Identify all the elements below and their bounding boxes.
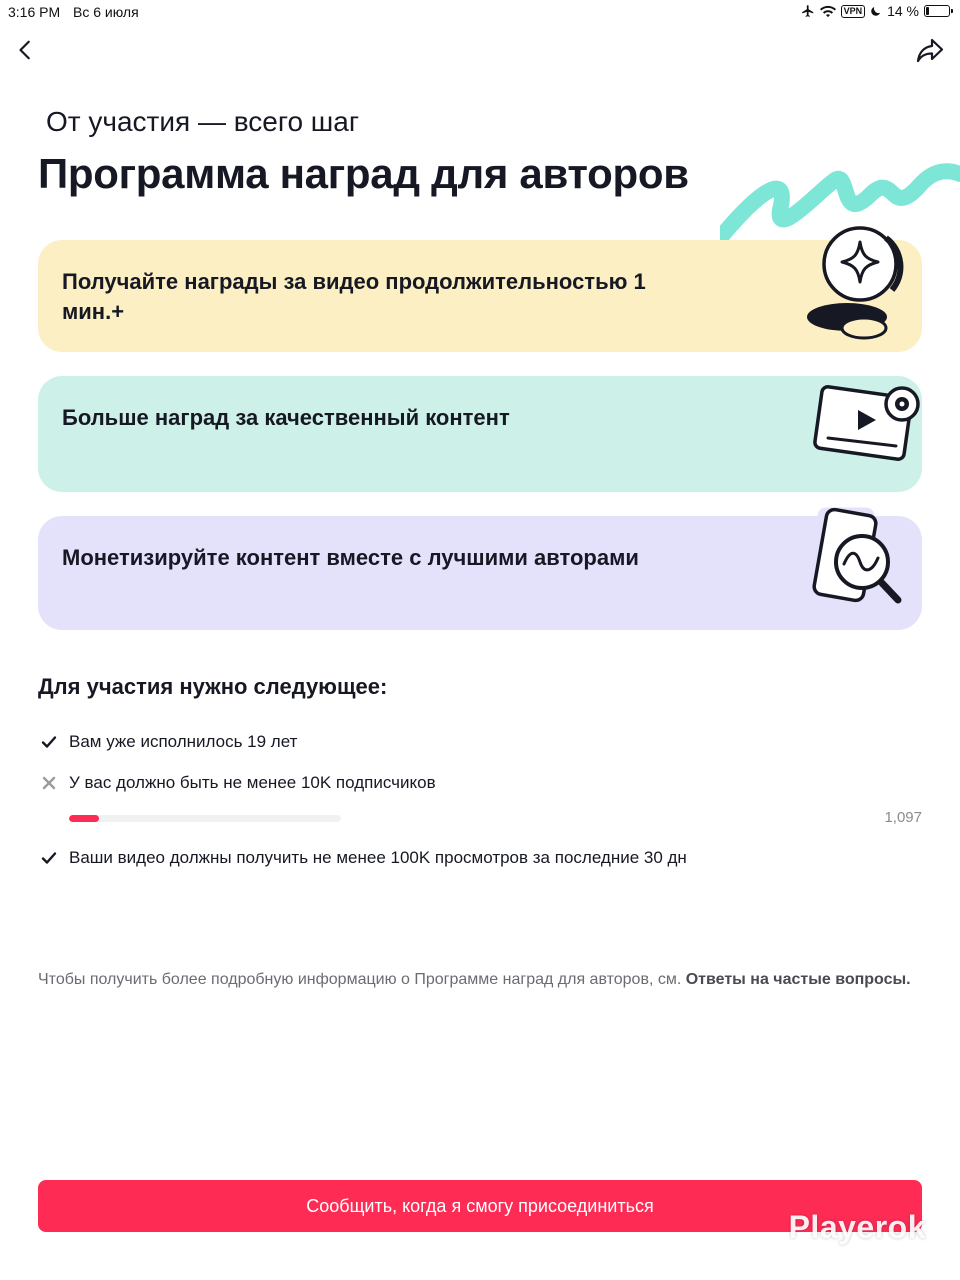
battery-icon xyxy=(924,5,950,17)
back-button[interactable] xyxy=(10,34,42,66)
requirements-title: Для участия нужно следующее: xyxy=(38,674,388,699)
status-time: 3:16 PM xyxy=(8,4,61,20)
benefit-card-text: Получайте награды за видео продолжительностью 1 мин.+ xyxy=(62,269,646,324)
benefit-card-text: Монетизируйте контент вместе с лучшими авторами xyxy=(62,545,639,570)
requirement-item xyxy=(38,847,687,869)
requirement-item xyxy=(38,772,436,794)
phone-magnifier-icon xyxy=(806,500,916,610)
moon-icon xyxy=(870,5,882,17)
benefit-card-text: Больше наград за качественный контент xyxy=(62,405,510,430)
benefit-card-monetize xyxy=(38,516,922,630)
check-icon xyxy=(38,847,60,869)
check-icon xyxy=(38,731,60,753)
watermark: Playerok xyxy=(788,1209,926,1245)
status-icons xyxy=(801,3,950,19)
info-body: Чтобы получить более подробную информацию о Программе наград для авторов, см. xyxy=(38,971,686,988)
requirement-item xyxy=(38,731,297,753)
faq-link[interactable]: Ответы на частые вопросы. xyxy=(685,971,911,988)
benefit-card-quality xyxy=(38,376,922,492)
vpn-badge: VPN xyxy=(841,5,866,18)
progress-fill xyxy=(69,815,99,822)
requirement-text: У вас должно быть не менее 10K подписчиков xyxy=(69,773,436,792)
benefit-card-rewards xyxy=(38,240,922,352)
share-button[interactable] xyxy=(914,34,946,66)
page-subtitle: От участия — всего шаг xyxy=(46,106,360,137)
cross-icon xyxy=(38,772,60,794)
video-player-icon xyxy=(804,382,930,468)
status-date: Вс 6 июля xyxy=(73,4,139,20)
status-bar xyxy=(0,0,960,24)
share-arrow-icon xyxy=(916,37,944,63)
coin-star-icon xyxy=(802,220,922,345)
requirement-text: Ваши видео должны получить не менее 100K просмотров за последние 30 дн xyxy=(69,848,687,867)
followers-progress-bar xyxy=(69,815,341,822)
chevron-left-icon xyxy=(15,39,37,61)
battery-percent: 14 % xyxy=(887,3,919,19)
airplane-icon xyxy=(801,4,815,18)
wifi-icon xyxy=(820,5,836,18)
page-title: Программа наград для авторов xyxy=(38,150,689,197)
info-text xyxy=(38,969,922,991)
notify-join-button[interactable]: Сообщить, когда я смогу присоединиться xyxy=(38,1180,922,1232)
followers-count: 1,097 xyxy=(884,809,922,826)
requirement-text: Вам уже исполнилось 19 лет xyxy=(69,732,298,751)
